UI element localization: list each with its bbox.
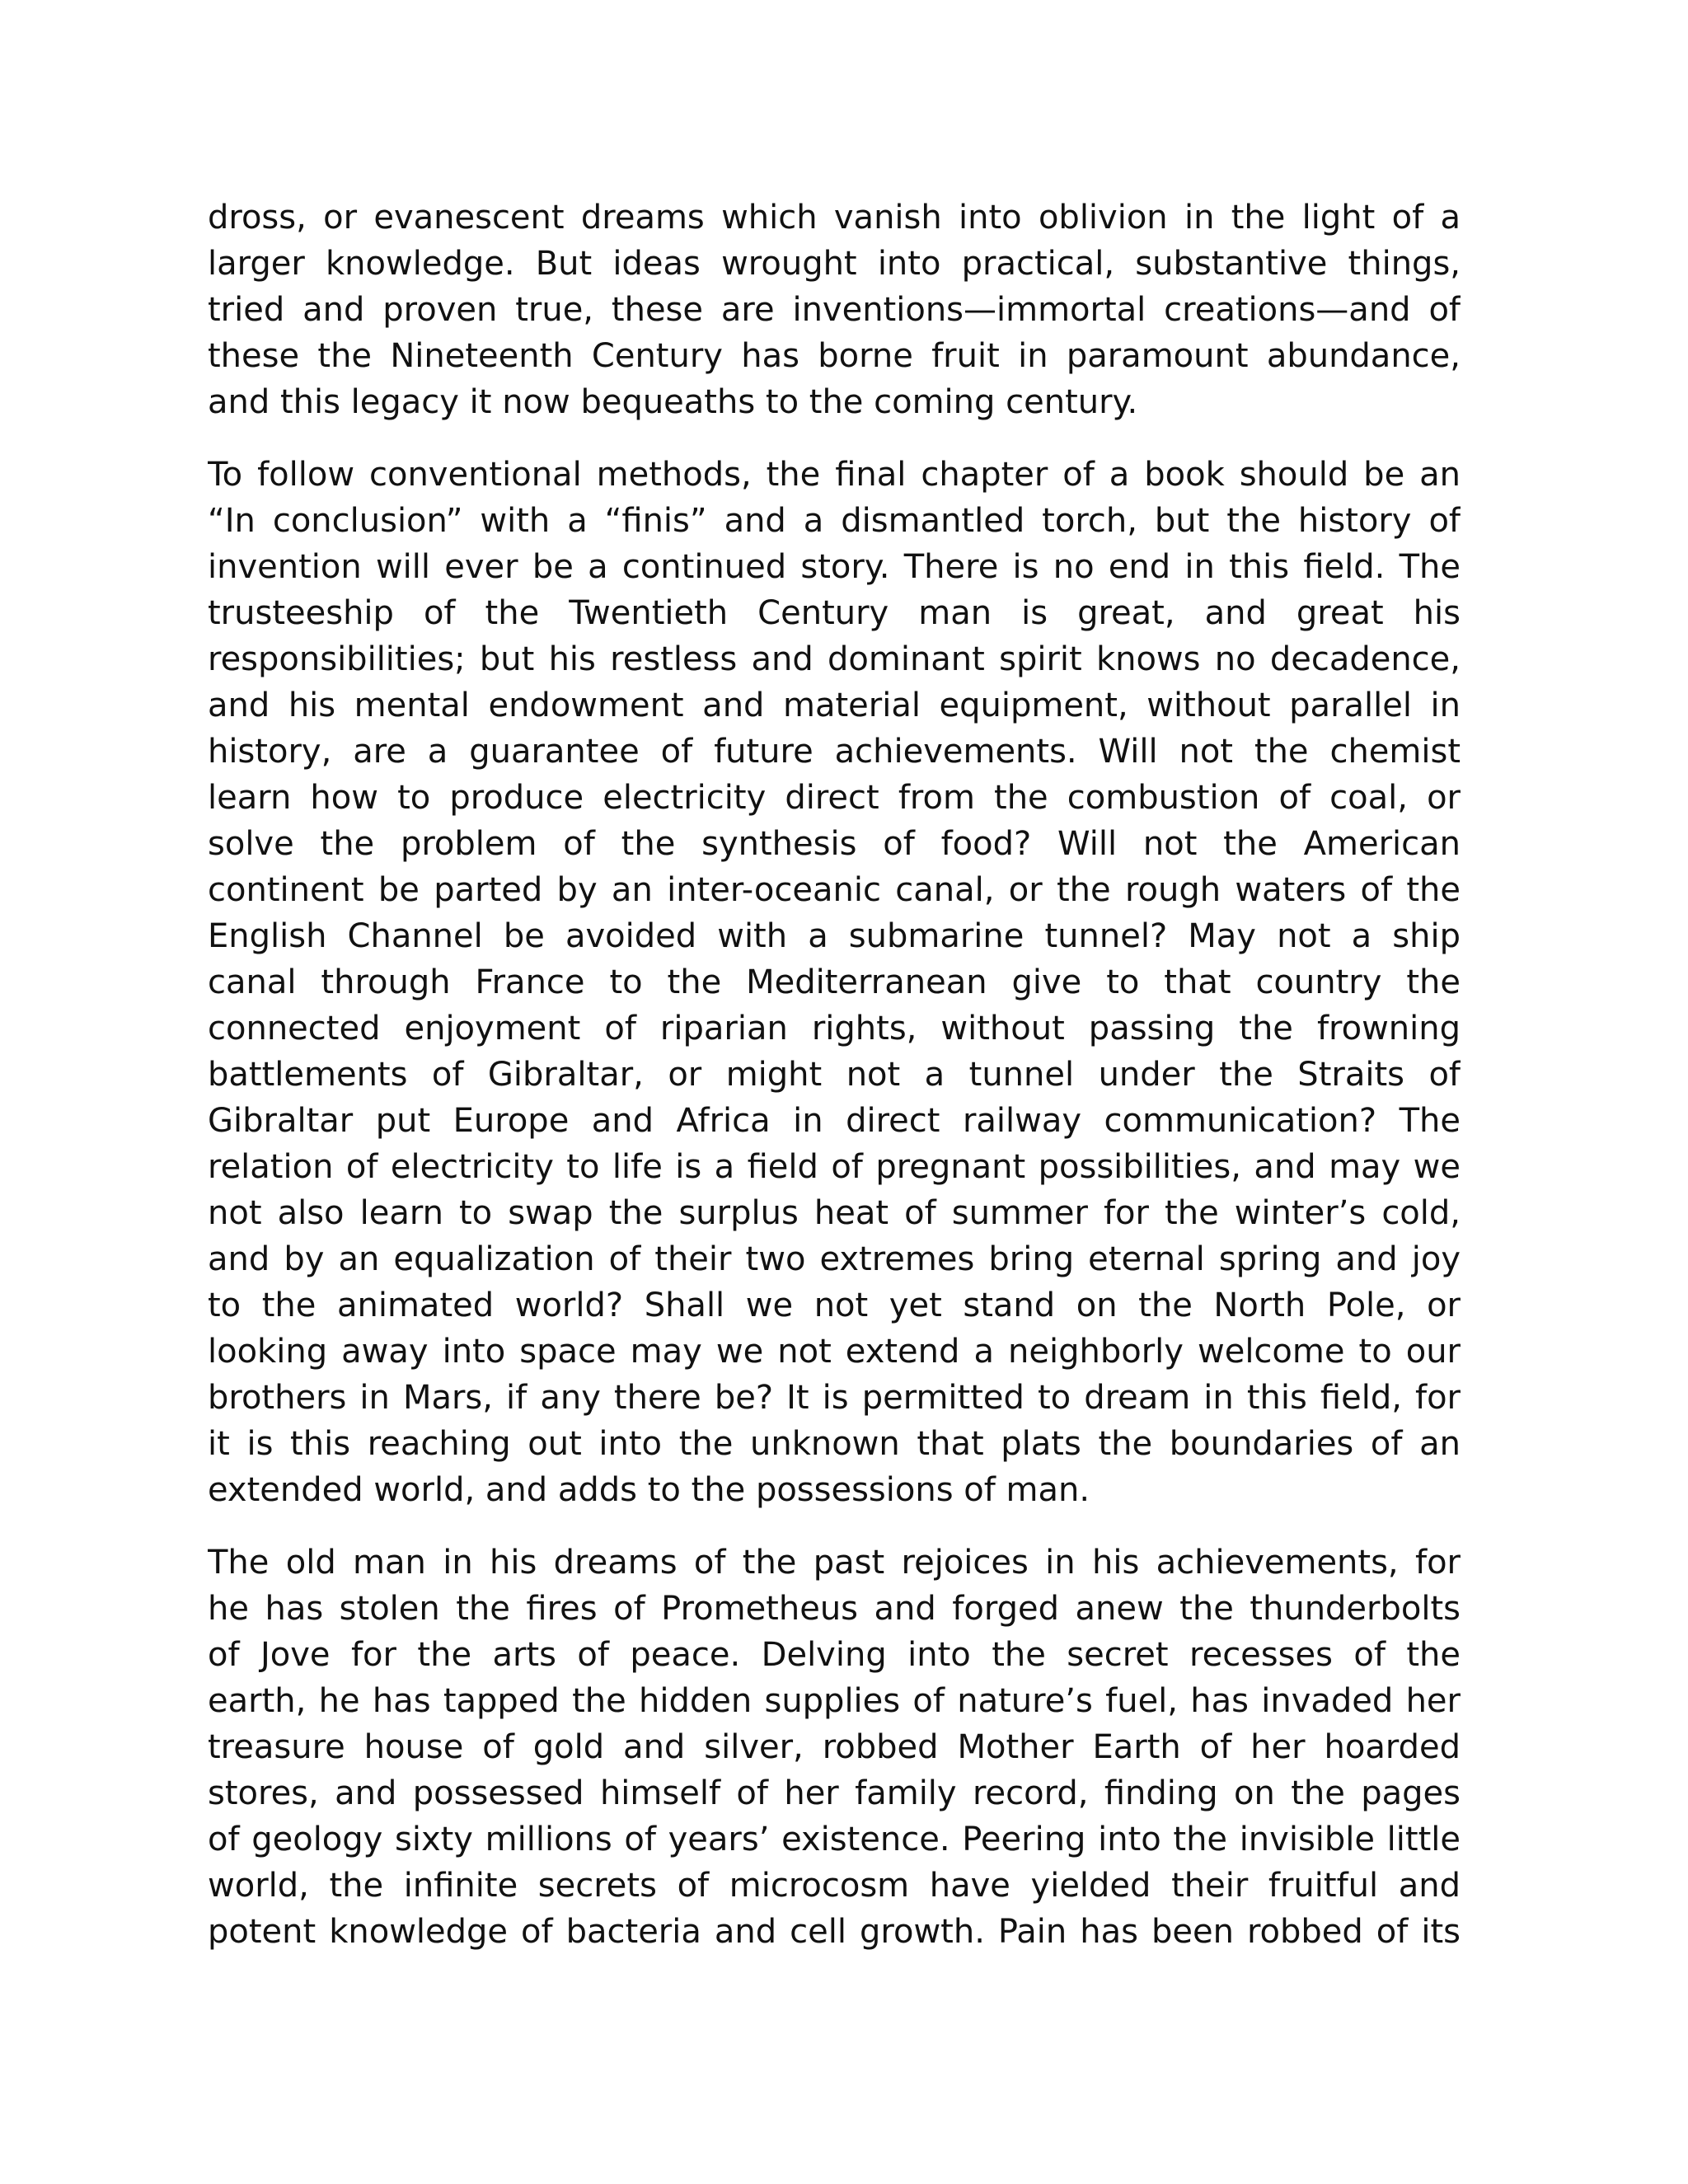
text-line: these the Nineteenth Century has borne fruit in paramount abundance,: [208, 337, 1461, 375]
text-line: of Jove for the arts of peace. Delving into the secret recesses of the: [208, 1636, 1461, 1674]
text-line: solve the problem of the synthesis of food? Will not the American: [208, 825, 1461, 863]
paragraph-3: [208, 1540, 1461, 1955]
text-line: and his mental endowment and material equipment, without parallel in: [208, 687, 1461, 724]
text-line: responsibilities; but his restless and dominant spirit knows no decadence,: [208, 640, 1461, 678]
text-line: relation of electricity to life is a field of pregnant possibilities, and may we: [208, 1148, 1461, 1186]
text-line: to the animated world? Shall we not yet stand on the North Pole, or: [208, 1286, 1461, 1324]
text-line: extended world, and adds to the possessions of man.: [208, 1471, 1090, 1509]
text-line: Gibraltar put Europe and Africa in direct railway communication? The: [208, 1102, 1461, 1140]
text-line: connected enjoyment of riparian rights, without passing the frowning: [208, 1010, 1461, 1047]
text-line: and this legacy it now bequeaths to the coming century.: [208, 383, 1138, 421]
text-line: larger knowledge. But ideas wrought into practical, substantive things,: [208, 245, 1461, 283]
text-line: learn how to produce electricity direct from the combustion of coal, or: [208, 779, 1461, 817]
paragraph-2: [208, 452, 1461, 1513]
text-line: looking away into space may we not extend a neighborly welcome to our: [208, 1333, 1461, 1371]
text-line: trusteeship of the Twentieth Century man is great, and great his: [208, 594, 1461, 632]
text-line: battlements of Gibraltar, or might not a tunnel under the Straits of: [208, 1056, 1461, 1094]
body-text: [208, 194, 1461, 1955]
text-line: English Channel be avoided with a submarine tunnel? May not a ship: [208, 917, 1461, 955]
text-line: tried and proven true, these are inventions—immortal creations—and of: [208, 291, 1461, 329]
text-line: The old man in his dreams of the past rejoices in his achievements, for: [208, 1544, 1461, 1582]
paragraph-1: [208, 194, 1461, 425]
text-line: not also learn to swap the surplus heat of summer for the winter’s cold,: [208, 1194, 1461, 1232]
paragraph-spacer: [208, 425, 1461, 452]
text-line: To follow conventional methods, the final chapter of a book should be an: [208, 456, 1461, 494]
text-line: treasure house of gold and silver, robbed Mother Earth of her hoarded: [208, 1728, 1461, 1766]
text-line: invention will ever be a continued story. There is no end in this field. The: [208, 548, 1461, 586]
paragraph-spacer: [208, 1513, 1461, 1540]
text-line: continent be parted by an inter-oceanic canal, or the rough waters of the: [208, 871, 1461, 909]
text-line: world, the infinite secrets of microcosm have yielded their fruitful and: [208, 1867, 1461, 1905]
text-line: stores, and possessed himself of her family record, finding on the pages: [208, 1774, 1461, 1812]
text-line: earth, he has tapped the hidden supplies of nature’s fuel, has invaded her: [208, 1682, 1461, 1720]
text-line: canal through France to the Mediterranean give to that country the: [208, 963, 1461, 1001]
text-line: and by an equalization of their two extremes bring eternal spring and joy: [208, 1240, 1461, 1278]
text-line: he has stolen the fires of Prometheus and forged anew the thunderbolts: [208, 1590, 1461, 1628]
text-line: “In conclusion” with a “finis” and a dismantled torch, but the history of: [208, 502, 1461, 540]
text-line: of geology sixty millions of years’ existence. Peering into the invisible little: [208, 1821, 1461, 1858]
text-line: potent knowledge of bacteria and cell growth. Pain has been robbed of its: [208, 1913, 1461, 1951]
text-line: brothers in Mars, if any there be? It is permitted to dream in this field, for: [208, 1379, 1461, 1417]
text-line: it is this reaching out into the unknown that plats the boundaries of an: [208, 1425, 1461, 1463]
text-line: dross, or evanescent dreams which vanish into oblivion in the light of a: [208, 199, 1461, 237]
text-line: history, are a guarantee of future achievements. Will not the chemist: [208, 733, 1461, 771]
